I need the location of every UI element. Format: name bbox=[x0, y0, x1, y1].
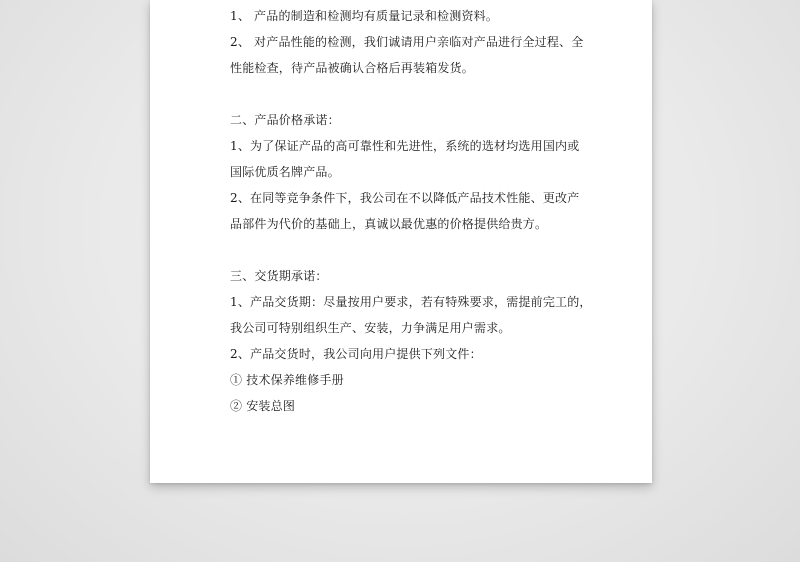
section-heading: 三、交货期承诺： bbox=[230, 269, 328, 283]
paragraph-line: 2、产品交货时，我公司向用户提供下列文件： bbox=[230, 347, 482, 361]
paragraph-line: 1、产品交货期：尽量按用户要求，若有特殊要求，需提前完工的， bbox=[230, 295, 592, 309]
paragraph-line: 2、 对产品性能的检测，我们诚请用户亲临对产品进行全过程、全 bbox=[230, 35, 584, 49]
paragraph-line: 性能检查，待产品被确认合格后再装箱发货。 bbox=[230, 61, 475, 75]
list-item: ① 技术保养维修手册 bbox=[230, 373, 344, 387]
paragraph-line: 我公司可特别组织生产、安装，力争满足用户需求。 bbox=[230, 321, 511, 335]
paragraph-line: 2、在同等竞争条件下，我公司在不以降低产品技术性能、更改产 bbox=[230, 191, 580, 205]
section-heading: 二、产品价格承诺： bbox=[230, 113, 340, 127]
list-item: ② 安装总图 bbox=[230, 399, 296, 413]
paragraph-line: 1、 产品的制造和检测均有质量记录和检测资料。 bbox=[230, 9, 499, 23]
document-page bbox=[150, 0, 652, 483]
paragraph-line: 国际优质名牌产品。 bbox=[230, 165, 340, 179]
paragraph-line: 1、为了保证产品的高可靠性和先进性，系统的选材均选用国内或 bbox=[230, 139, 580, 153]
paragraph-line: 品部件为代价的基础上，真诚以最优惠的价格提供给贵方。 bbox=[230, 217, 548, 231]
